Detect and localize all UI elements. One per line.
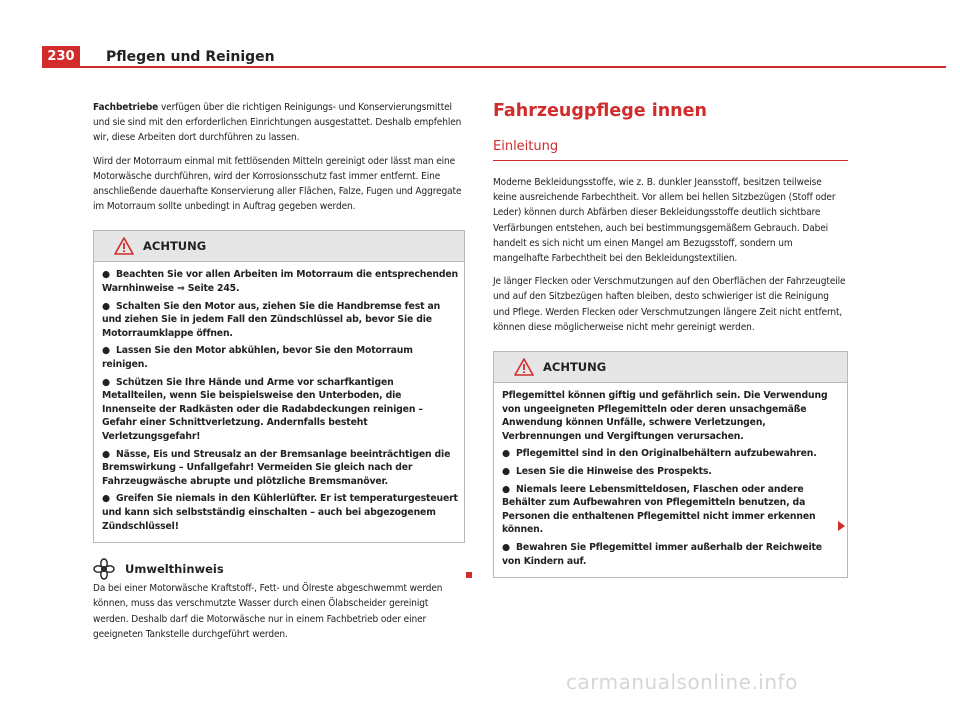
right-column	[493, 100, 848, 578]
flower-icon	[93, 558, 115, 580]
warning-triangle-icon	[514, 358, 534, 376]
warning-item: ● Pflegemittel sind in den Originalbehältern aufzubewahren.	[502, 448, 817, 460]
chapter-title: Pflegen und Reinigen	[106, 49, 275, 65]
textile-paragraph: Moderne Bekleidungsstoffe, wie z. B. dunkler Jeansstoff, besitzen teilweise keine ausreichende Farbechtheit. Vor allem bei hellen Sitzbezügen (Stoff oder Leder) können durch Abfärben dieser Bekleidungsstoffe deutlich sichtbare Verfärbungen entstehen, auch bei bestimmungsgemäßem Gebrauch. Dabei handelt es sich nicht um einen Mangel am Bezugsstoff, sondern um mangelhafte Farbechtheit bei den Bekleidungstextilien.	[493, 177, 836, 265]
bullet: ●	[102, 448, 110, 460]
warning-item: ● Niemals leere Lebensmitteldosen, Flaschen oder andere Behälter zum Aufbewahren von Pflegemitteln benutzen, da Personen die enthaltenen Pflegemittel nicht immer erkennen können.	[502, 483, 816, 536]
warning-item: ● Lassen Sie den Motor abkühlen, bevor Sie den Motorraum reinigen.	[102, 345, 413, 370]
warning-title: ACHTUNG	[543, 360, 607, 375]
environment-title: Umwelthinweis	[125, 562, 224, 577]
bullet: ●	[102, 376, 110, 388]
warning-item: ● Schützen Sie Ihre Hände und Arme vor scharfkantigen Metallteilen, wenn Sie beispielsweise den Unterboden, die Innenseite der Radkästen oder die Radabdeckungen reinigen – Gefahr einer Schnittverletzung. Andernfalls besteht Verletzungsgefahr!	[102, 376, 423, 442]
intro-text: verfügen über die richtigen Reinigungs- und Konservierungsmittel und sie sind mit den erforderlichen Einrichtungen ausgestattet. Deshalb empfehlen wir, diese Arbeiten dort durchführen zu lassen.	[93, 102, 462, 144]
warning-item: ● Greifen Sie niemals in den Kühlerlüfter. Er ist temperaturgesteuert und kann sich selbstständig einschalten – auch bei abgezogenem Zündschlüssel!	[102, 493, 458, 532]
environment-header	[93, 557, 465, 581]
warning-item: ● Schalten Sie den Motor aus, ziehen Sie die Handbremse fest an und ziehen Sie in jedem Fall den Zündschlüssel ab, bevor Sie die Motorraumklappe öffnen.	[102, 300, 441, 339]
warning-title: ACHTUNG	[143, 239, 207, 254]
engine-wash-paragraph: Wird der Motorraum einmal mit fettlösenden Mitteln gereinigt oder lässt man eine Motorwäsche durchführen, wird der Korrosionsschutz fast immer entfernt. Eine anschließende dauerhafte Konservierung aller Flächen, Falze, Fugen und Aggregate im Motorraum sollte unbedingt in Auftrag gegeben werden.	[93, 155, 462, 213]
warning-list	[94, 262, 464, 542]
page-number: 230	[42, 46, 80, 68]
warning-box-engine	[93, 230, 465, 543]
warning-item: ● Bewahren Sie Pflegemittel immer außerhalb der Reichweite von Kindern auf.	[502, 541, 822, 567]
environment-text: Da bei einer Motorwäsche Kraftstoff-, Fett- und Ölreste abgeschwemmt werden können, muss das verschmutzte Wasser durch einen Ölabscheider gereinigt werden. Deshalb darf die Motorwäsche nur in einem Fachbetrieb oder einer geeigneten Tankstelle durchgeführt werden.	[93, 583, 443, 640]
bullet: ●	[102, 269, 110, 281]
left-column	[93, 100, 465, 642]
section-title: Fahrzeugpflege innen	[493, 101, 707, 121]
warning-header	[494, 352, 847, 383]
intro-paragraph	[93, 100, 465, 146]
continue-arrow-icon	[838, 521, 845, 531]
warning-triangle-icon	[114, 237, 134, 255]
stain-paragraph: Je länger Flecken oder Verschmutzungen auf den Oberflächen der Fahrzeugteile und auf den Sitzbezügen haften bleiben, desto schwieriger ist die Reinigung und Pflege. Werden Flecken oder Verschmutzungen längere Zeit nicht entfernt, können diese möglicherweise nicht mehr gereinigt werden.	[493, 276, 846, 333]
intro-lead: Fachbetriebe	[93, 102, 159, 113]
bullet: ●	[502, 466, 510, 477]
bullet: ●	[502, 541, 510, 553]
warning-item: ● Nässe, Eis und Streusalz an der Bremsanlage beeinträchtigen die Bremswirkung – Unfallgefahr! Vermeiden Sie gleich nach der Fahrzeugwäsche abrupte und plötzliche Bremsmanöver.	[102, 448, 451, 487]
bullet: ●	[102, 300, 110, 312]
watermark: carmanualsonline.info	[566, 670, 798, 694]
warning-item: ● Lesen Sie die Hinweise des Prospekts.	[502, 466, 712, 477]
page-header	[42, 46, 946, 68]
end-square-icon	[466, 572, 472, 578]
warning-item: ● Beachten Sie vor allen Arbeiten im Motorraum die entsprechenden Warnhinweise ⇒ Seite 245.	[102, 269, 459, 295]
bullet: ●	[102, 493, 110, 505]
bullet: ●	[502, 483, 510, 495]
warning-box-care	[493, 351, 848, 578]
warning-header	[94, 231, 464, 262]
bullet: ●	[502, 448, 510, 460]
bullet: ●	[102, 345, 110, 357]
warning-intro: Pflegemittel können giftig und gefährlich sein. Die Verwendung von ungeeigneten Pflegemitteln oder deren unsachgemäße Anwendung können Unfälle, schwere Verletzungen, Verbrennungen und Vergiftungen verursachen.	[502, 390, 828, 442]
warning-list	[494, 383, 847, 577]
subsection-title: Einleitung	[493, 138, 848, 161]
